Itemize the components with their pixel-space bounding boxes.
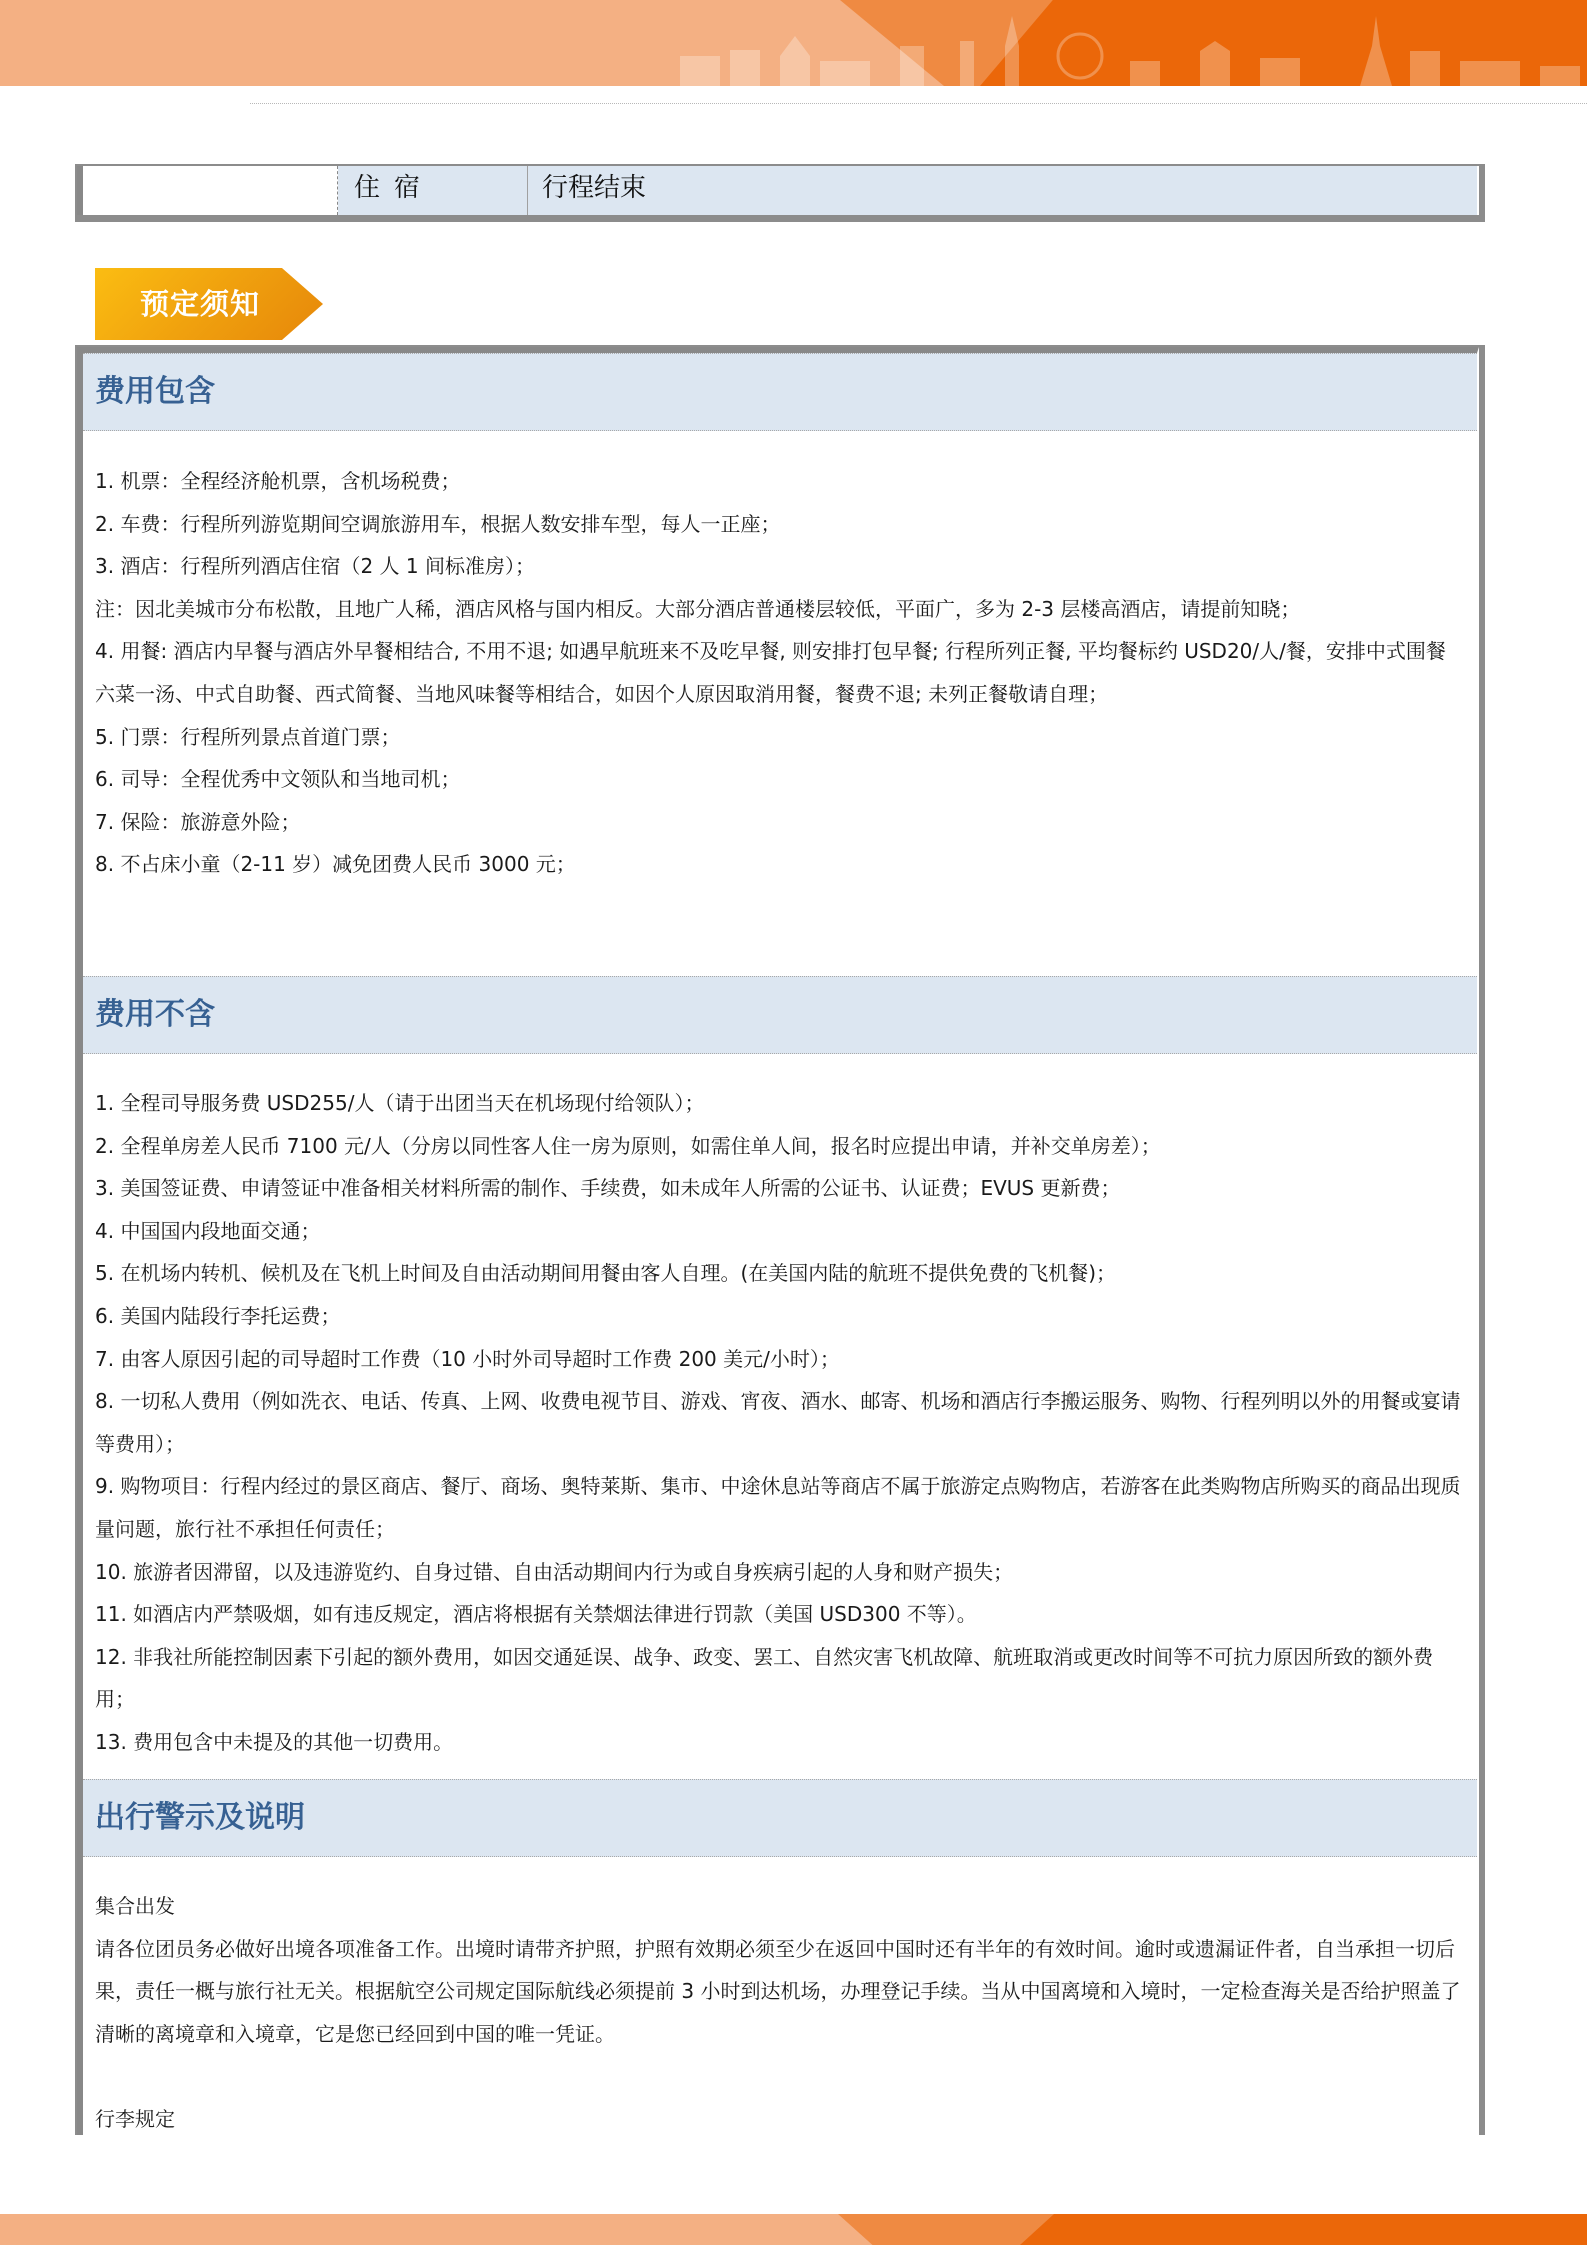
list-item: 4. 中国国内段地面交通； <box>95 1218 321 1243</box>
booking-notice-inner <box>77 347 1479 2135</box>
list-item: 3. 美国签证费、申请签证中准备相关材料所需的制作、手续费，如未成年人所需的公证书、认证费；EVUS 更新费； <box>95 1176 1121 1201</box>
fees-excluded-header <box>83 976 1477 1054</box>
itinerary-day-cell <box>83 166 338 215</box>
itinerary-row <box>77 166 1479 215</box>
list-item: 注：因北美城市分布松散，且地广人稀，酒店风格与国内相反。大部分酒店普通楼层较低，平面广，多为 2-3 层楼高酒店，请提前知晓； <box>95 596 1301 621</box>
travel-notes-title: 出行警示及说明 <box>95 1800 305 1835</box>
assembly-section <box>95 1885 1465 2055</box>
list-item: 7. 由客人原因引起的司导超时工作费（10 小时外司导超时工作费 200 美元/小时）； <box>95 1346 840 1371</box>
list-item: 7. 保险：旅游意外险； <box>95 809 301 834</box>
list-item: 12. 非我社所能控制因素下引起的额外费用，如因交通延误、战争、政变、罢工、自然灾害飞机故障、航班取消或更改时间等不可抗力原因所致的额外费用； <box>95 1644 1434 1712</box>
fees-excluded-list <box>95 1082 1465 1764</box>
assembly-text: 请各位团员务必做好出境各项准备工作。出境时请带齐护照，护照有效期必须至少在返回中国时还有半年的有效时间。逾时或遗漏证件者，自当承担一切后果，责任一概与旅行社无关。根据航空公司规定国际航线必须提前 3 小时到达机场，办理登记手续。当从中国离境和入境时，一定检查海关是否给护照盖了清晰的离境章和入境章，它是您已经回到中国的唯一凭证。 <box>95 1936 1461 2046</box>
booking-notice-title: 预定须知 <box>139 287 260 321</box>
list-item: 6. 美国内陆段行李托运费； <box>95 1303 341 1328</box>
list-item: 1. 全程司导服务费 USD255/人（请于出团当天在机场现付给领队）； <box>95 1091 705 1115</box>
list-item: 6. 司导：全程优秀中文领队和当地司机； <box>95 767 461 792</box>
list-item: 11. 如酒店内严禁吸烟，如有违反规定，酒店将根据有关禁烟法律进行罚款（美国 USD300 不等）。 <box>95 1602 977 1627</box>
list-item: 5. 门票：行程所列景点首道门票； <box>95 724 401 749</box>
luggage-section <box>95 2098 1465 2141</box>
header-divider <box>250 103 1587 104</box>
footer-dark-shape <box>1020 2214 1587 2245</box>
list-item: 2. 车费：行程所列游览期间空调旅游用车，根据人数安排车型，每人一正座； <box>95 511 781 536</box>
itinerary-table <box>75 164 1485 222</box>
list-item: 8. 不占床小童（2-11 岁）减免团费人民币 3000 元； <box>95 852 576 877</box>
fees-included-list <box>95 460 1465 886</box>
header-banner <box>0 0 1587 86</box>
list-item: 2. 全程单房差人民币 7100 元/人（分房以同性客人住一房为原则，如需住单人间，报名时应提出申请，并补交单房差）； <box>95 1133 1161 1158</box>
list-item: 9. 购物项目：行程内经过的景区商店、餐厅、商场、奥特莱斯、集市、中途休息站等商店不属于旅游定点购物店，若游客在此类购物店所购买的商品出现质量问题，旅行社不承担任何责任； <box>95 1474 1461 1541</box>
assembly-heading: 集合出发 <box>95 1894 175 1918</box>
fees-included-header <box>83 353 1477 431</box>
list-item: 10. 旅游者因滞留，以及违游览约、自身过错、自由活动期间内行为或自身疾病引起的人身和财产损失； <box>95 1559 1014 1584</box>
fees-excluded-title: 费用不含 <box>95 997 215 1032</box>
booking-notice-box <box>75 345 1485 2135</box>
list-item: 13. 费用包含中未提及的其他一切费用。 <box>95 1729 454 1754</box>
booking-notice-tag <box>95 268 323 340</box>
itinerary-accommodation-value: 行程结束 <box>528 166 1477 215</box>
list-item: 8. 一切私人费用（例如洗衣、电话、传真、上网、收费电视节目、游戏、宵夜、酒水、邮寄、机场和酒店行李搬运服务、购物、行程列明以外的用餐或宴请等费用）； <box>95 1389 1461 1456</box>
list-item: 4. 用餐: 酒店内早餐与酒店外早餐相结合, 不用不退; 如遇早航班来不及吃早餐, 则安排打包早餐; 行程所列正餐, 平均餐标约 USD20/人/餐，安排中式围餐六菜一汤、中式自助餐、西式简餐、当地风味餐等相结合，如因个人原因取消用餐，餐费不退; 未列正餐敬请自理； <box>95 639 1446 706</box>
fees-included-title: 费用包含 <box>95 374 215 409</box>
city-skyline-icon <box>660 16 1587 86</box>
itinerary-accommodation-label: 住宿 <box>338 166 528 215</box>
list-item: 1. 机票：全程经济舱机票，含机场税费； <box>95 469 461 493</box>
luggage-heading: 行李规定 <box>95 2107 175 2131</box>
footer-banner <box>0 2214 1587 2245</box>
list-item: 3. 酒店：行程所列酒店住宿（2 人 1 间标准房）； <box>95 554 535 579</box>
list-item: 5. 在机场内转机、候机及在飞机上时间及自由活动期间用餐由客人自理。(在美国内陆的航班不提供免费的飞机餐)； <box>95 1261 1117 1286</box>
travel-notes-header <box>83 1779 1477 1857</box>
